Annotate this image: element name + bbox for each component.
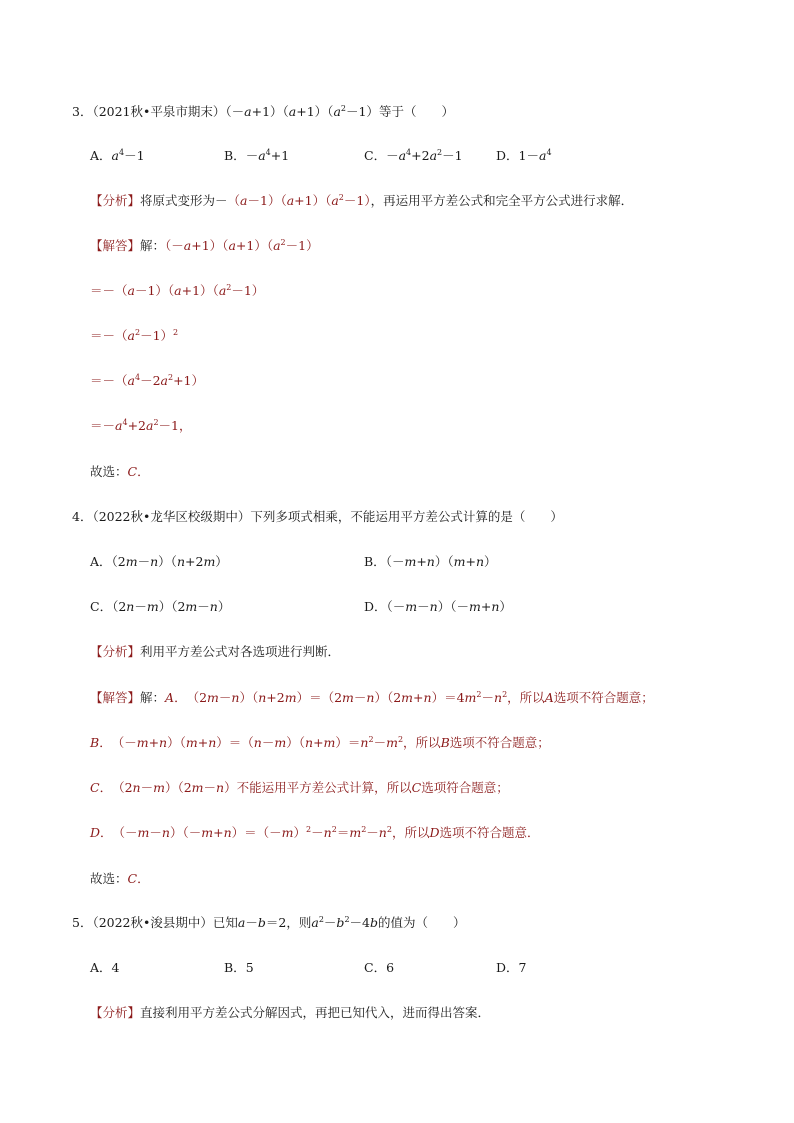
q5-option-a: A．4 — [90, 960, 120, 975]
q3-step-4: $=-a^4+2a^2-1$， — [90, 418, 192, 433]
q3-stem: 3．（2021秋•平泉市期末）$(-a+1)(a+1)(a^2-1)$等于（ ） — [72, 104, 454, 119]
q4-answer-b: B． $(-m+n)(m+n)=(n-m)(n+m)=n^2-m^2$，所以B选项不符合题意； — [90, 735, 550, 750]
q4-answer-d: D． $(-m-n)(-m+n)=(-m)^2-n^2=m^2-n^2$，所以D选项不符合题意． — [90, 825, 540, 840]
q3-step-1: $=-(a-1)(a+1)(a^2-1)$ — [90, 283, 265, 298]
q4-conclusion: 故选：C． — [90, 871, 150, 886]
q5-option-b: B．5 — [224, 960, 254, 975]
q4-option-a: A．（2m－n）（n+2m） — [90, 554, 228, 569]
q3-option-c: C．$-a^4+2a^2-1$ — [364, 148, 463, 163]
q4-answer-c: C． （2n－m）（2m－n）不能运用平方差公式计算，所以C选项符合题意； — [90, 780, 509, 795]
q3-option-a: A．$a^4-1$ — [90, 148, 145, 163]
q4-analysis: 【分析】利用平方差公式对各选项进行判断． — [90, 644, 341, 659]
q4-stem: 4．（2022秋•龙华区校级期中）下列多项式相乘，不能运用平方差公式计算的是（ ） — [72, 509, 563, 524]
q5-option-d: D．7 — [496, 960, 527, 975]
q5-stem: 5．（2022秋•浚县期中）已知a－b＝2，则$a^2-b^2-4b$的值为（ ） — [72, 915, 466, 930]
q4-option-d: D．（－m－n）（－m+n） — [364, 599, 512, 614]
q4-answer-a: 【解答】解：A． $(2m-n)(n+2m)=(2m-n)(2m+n)=4m^2-n^2$，所以A选项不符合题意； — [90, 690, 654, 705]
q3-step-3: $=-(a^4-2a^2+1)$ — [90, 373, 204, 388]
q3-option-d: D．$1-a^4$ — [496, 148, 552, 163]
q5-option-c: C．6 — [364, 960, 395, 975]
q3-conclusion: 故选：C． — [90, 464, 150, 479]
q5-analysis: 【分析】直接利用平方差公式分解因式，再把已知代入，进而得出答案． — [90, 1005, 491, 1020]
q3-analysis: 【分析】将原式变形为$-(a-1)(a+1)(a^2-1)$，再运用平方差公式和完全平方公式进行求解． — [90, 193, 634, 208]
q4-option-b: B．（－m+n）（m+n） — [364, 554, 497, 569]
q3-answer: 【解答】解：$(-a+1)(a+1)(a^2-1)$ — [90, 238, 319, 253]
q4-option-c: C．（2n－m）（2m－n） — [90, 599, 231, 614]
q3-option-b: B．$-a^4+1$ — [224, 148, 290, 163]
q3-step-2: $=-(a^2-1)^2$ — [90, 328, 179, 343]
